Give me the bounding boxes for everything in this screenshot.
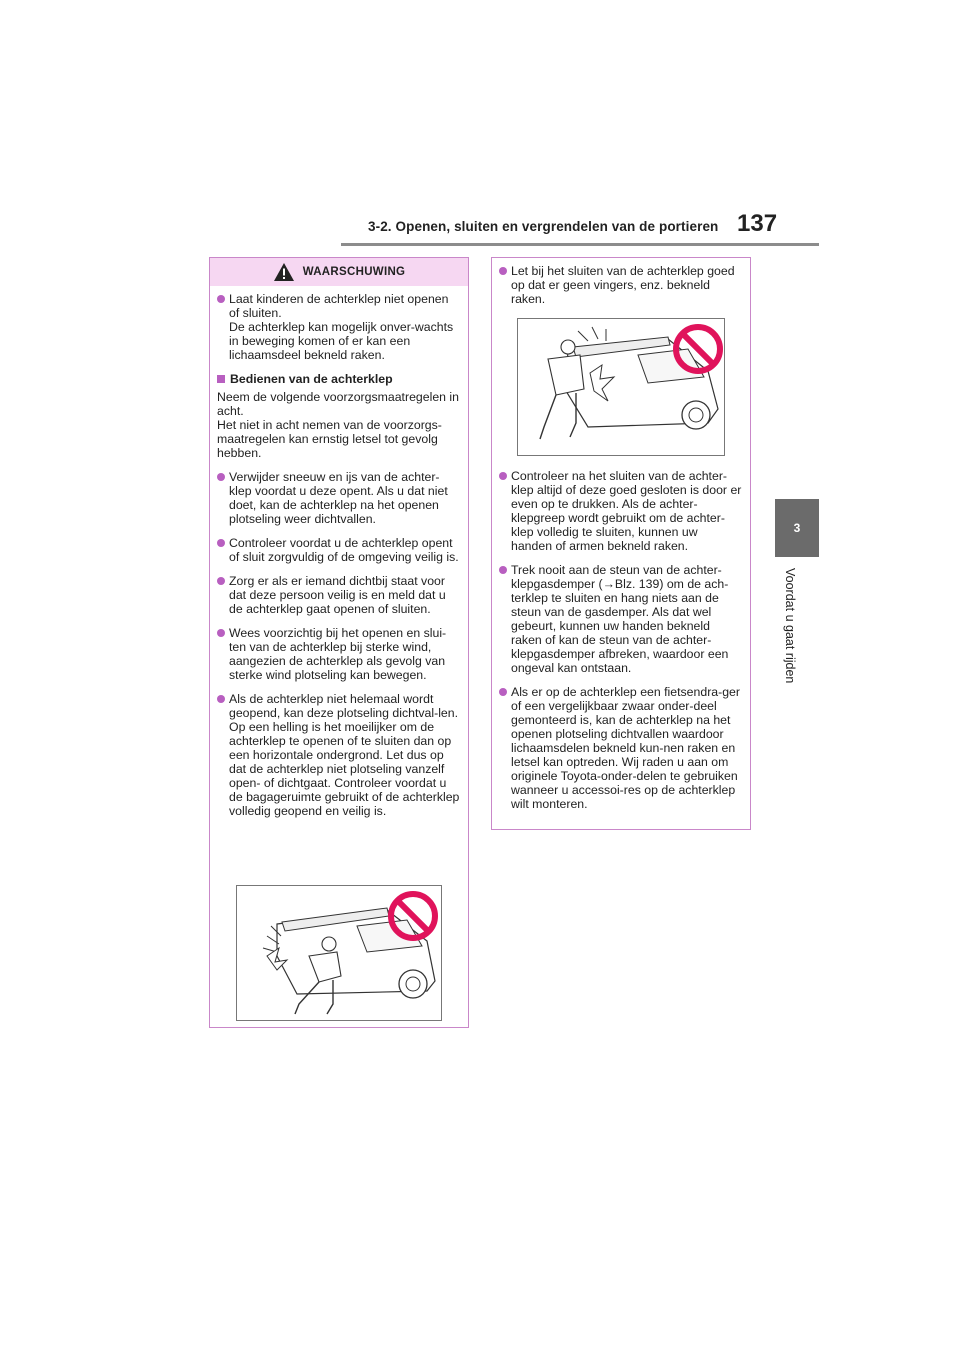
section-paragraph: Neem de volgende voorzorgsmaatregelen in acht. Het niet in acht nemen van de voorzorgs-maatregelen kan ernstig letsel tot gevolg hebben. bbox=[217, 390, 459, 460]
section-heading-text: Bedienen van de achterklep bbox=[230, 372, 393, 386]
warning-header bbox=[210, 258, 468, 286]
bullet-text: Laat kinderen de achterklep niet openen of sluiten. De achterklep kan mogelijk onver-wachts in beweging komen of er kan een lichaamsdeel bekneld raken. bbox=[229, 292, 454, 362]
bullet-icon bbox=[499, 472, 507, 480]
bullet-text: Controleer na het sluiten van de achter-klep altijd of deze goed gesloten is door er even op te drukken. Als de achter-klepgreep wordt gebruikt om de achter-klep volledig te sluiten, kunnen uw handen of armen bekneld raken. bbox=[511, 469, 742, 553]
bullet-icon bbox=[217, 539, 225, 547]
bullet-icon bbox=[217, 295, 225, 303]
bullet-text: Als de achterklep niet helemaal wordt geopend, kan deze plotseling dichtval-len. Op een helling is het moeilijker om de achterklep te openen of te sluiten dan op een horizontale ondergrond. Let dus op dat de achterklep niet plotseling vanzelf open- of dichtgaat. Controleer voordat u de bagageruimte gebruikt of de achterklep volledig geopend en veilig is. bbox=[229, 692, 460, 818]
car-tailgate-illustration bbox=[237, 886, 441, 1020]
bullet-icon bbox=[499, 267, 507, 275]
bullet-text: Verwijder sneeuw en ijs van de achter-klep voordat u deze opent. Als u dat niet doet, kan de achterklep na het openen plotseling weer dichtvallen. bbox=[229, 470, 448, 526]
warning-triangle-icon bbox=[273, 262, 295, 282]
list-item bbox=[217, 536, 460, 564]
illustration-tailgate-closing-on-person bbox=[236, 885, 442, 1021]
warning-panel-right bbox=[491, 257, 751, 830]
list-item bbox=[217, 470, 460, 526]
bullet-icon bbox=[499, 688, 507, 696]
square-bullet-icon bbox=[217, 375, 225, 383]
warning-title: WAARSCHUWING bbox=[302, 266, 406, 278]
chapter-label: Voordat u gaat rijden bbox=[783, 568, 797, 684]
bullet-text: Trek nooit aan de steun van de achter-klepgasdemper (→Blz. 139) om de ach-terklep te sluiten en hang niets aan de steun van de gasdemper. Als dat wel gebeurt, kunnen uw handen bekneld raken of kan de steun van de achter-klepgasdemper afbreken, waardoor een ongeval kan ontstaan. bbox=[511, 563, 729, 675]
page-number: 137 bbox=[737, 210, 778, 237]
bullet-text: Als er op de achterklep een fietsendra-ger of een vergelijkbaar zwaar onder-deel gemonteerd is, kan de achterklep na het openen plotseling dichtvallen waardoor lichaamsdelen bekneld kun-nen raken en letsel kan optreden. Wij raden u aan om originele Toyota-onder-delen te gebruiken wanneer u accessoi-res op de achterklep wilt monteren. bbox=[511, 685, 740, 811]
section-heading bbox=[217, 372, 460, 386]
list-item bbox=[499, 264, 742, 306]
list-item bbox=[499, 469, 742, 553]
illustration-fingers-pinched bbox=[517, 318, 725, 456]
bullet-icon bbox=[217, 577, 225, 585]
bullet-text: Controleer voordat u de achterklep opent of sluit zorgvuldig of de omgeving veilig is. bbox=[229, 536, 459, 564]
header-divider bbox=[341, 243, 819, 246]
bullet-icon bbox=[217, 629, 225, 637]
bullet-text: Zorg er als er iemand dichtbij staat voor dat deze persoon veilig is en meld dat u de achterklep gaat openen of sluiten. bbox=[229, 574, 446, 616]
warning-panel-left bbox=[209, 257, 469, 1028]
bullet-text: Let bij het sluiten van de achterklep goed op dat er geen vingers, enz. bekneld raken. bbox=[511, 264, 735, 306]
chapter-tab bbox=[775, 499, 819, 557]
car-tailgate-fingers-illustration bbox=[518, 319, 724, 455]
list-item bbox=[499, 563, 742, 675]
chapter-number: 3 bbox=[793, 521, 801, 535]
list-item bbox=[217, 626, 460, 682]
bullet-text: Wees voorzichtig bij het openen en slui-ten van de achterklep bij sterke wind, aangezien de achterklep als gevolg van sterke wind plotseling kan bewegen. bbox=[229, 626, 447, 682]
list-item bbox=[499, 685, 742, 811]
section-title: 3-2. Openen, sluiten en vergrendelen van de portieren bbox=[368, 219, 719, 234]
list-item bbox=[217, 292, 460, 362]
bullet-icon bbox=[217, 695, 225, 703]
list-item bbox=[217, 692, 460, 818]
list-item bbox=[217, 574, 460, 616]
bullet-icon bbox=[217, 473, 225, 481]
bullet-icon bbox=[499, 566, 507, 574]
